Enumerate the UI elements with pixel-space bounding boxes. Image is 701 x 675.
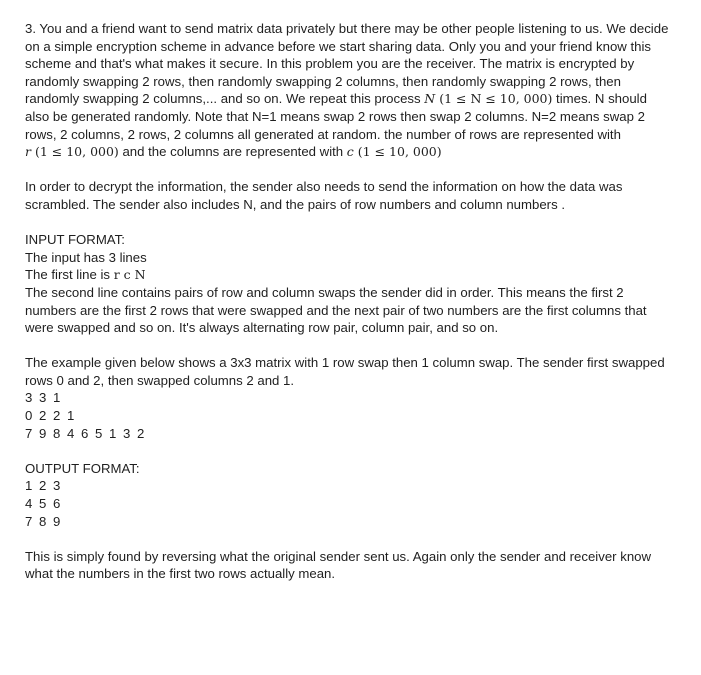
c-range: (1 ≤ 10, 000) (357, 144, 442, 160)
problem-line-3: scheme and that's what makes it secure. In this problem you are the receiver. The matrix is encrypted by (25, 56, 635, 72)
first-line-prefix: The first line is (25, 267, 114, 283)
example-input-line-1: 3 3 1 (25, 390, 62, 406)
first-line-math: r c N (113, 267, 146, 283)
problem-document (25, 20, 690, 601)
problem-line-1: 3. You and a friend want to send matrix data privately but there may be other people listening to us. We decide (25, 21, 669, 36)
input-format-first-line (25, 266, 690, 284)
output-format-heading: OUTPUT FORMAT: (25, 460, 140, 476)
decrypt-line-1: In order to decrypt the information, the sender also needs to send the information on how the data was (25, 179, 623, 195)
input-format-second-line-3: were swapped and so on. It's always alternating row pair, column pair, and so on. (25, 320, 499, 336)
problem-line-4: randomly swapping 2 rows, then randomly swapping 2 columns, then randomly swapping 2 rows, then (25, 73, 621, 89)
r-variable: r (25, 144, 31, 160)
input-format-second-line-2: numbers are the first 2 rows that were swapped and the next pair of two numbers are the first columns that (25, 302, 647, 318)
n-variable: N (424, 91, 436, 107)
c-variable: c (346, 144, 354, 160)
problem-line-2: on a simple encryption scheme in advance before we start sharing data. Only you and your friend know this (25, 38, 652, 54)
between-r-c-text: and the columns are represented with (118, 144, 347, 160)
input-format-second-line-1: The second line contains pairs of row and column swaps the sender did in order. This means the first 2 (25, 284, 624, 300)
c-range-math (347, 144, 442, 159)
problem-line-5-text: randomly swapping 2 columns,... and so on. We repeat this process (25, 91, 421, 107)
n-range-math (424, 91, 552, 106)
example-input-line-3: 7 9 8 4 6 5 1 3 2 (25, 425, 146, 441)
problem-line-7: rows, 2 columns, 2 rows, 2 columns all generated at random. the number of rows are represented with (25, 126, 621, 142)
decrypt-paragraph (25, 178, 690, 213)
problem-statement (25, 20, 690, 161)
input-format-section (25, 231, 690, 337)
example-line-2: rows 0 and 2, then swapped columns 2 and 1. (25, 372, 295, 388)
example-input-line-2: 0 2 2 1 (25, 408, 76, 424)
output-line-3: 7 8 9 (25, 513, 62, 529)
problem-line-5 (25, 90, 690, 108)
n-range: (1 ≤ N ≤ 10, 000) (439, 91, 553, 107)
output-line-1: 1 2 3 (25, 478, 62, 494)
input-format-line-1: The input has 3 lines (25, 249, 147, 265)
conclusion-line-1: This is simply found by reversing what the original sender sent us. Again only the sender and receiver know (25, 548, 652, 564)
problem-line-5-tail: times. N should (552, 91, 647, 107)
example-section (25, 354, 690, 442)
conclusion-paragraph (25, 548, 690, 583)
output-line-2: 4 5 6 (25, 496, 62, 512)
decrypt-line-2: scrambled. The sender also includes N, and the pairs of row numbers and column numbers . (25, 196, 565, 212)
conclusion-line-2: what the numbers in the first two rows actually mean. (25, 566, 336, 582)
output-format-section (25, 460, 690, 530)
problem-line-6: also be generated randomly. Note that N=1 means swap 2 rows then swap 2 columns. N=2 means swap 2 (25, 108, 645, 124)
r-range: (1 ≤ 10, 000) (34, 144, 119, 160)
problem-line-8 (25, 143, 690, 161)
example-line-1: The example given below shows a 3x3 matrix with 1 row swap then 1 column swap. The sender first swapped (25, 355, 665, 371)
r-range-math (25, 144, 119, 159)
input-format-heading: INPUT FORMAT: (25, 232, 125, 248)
